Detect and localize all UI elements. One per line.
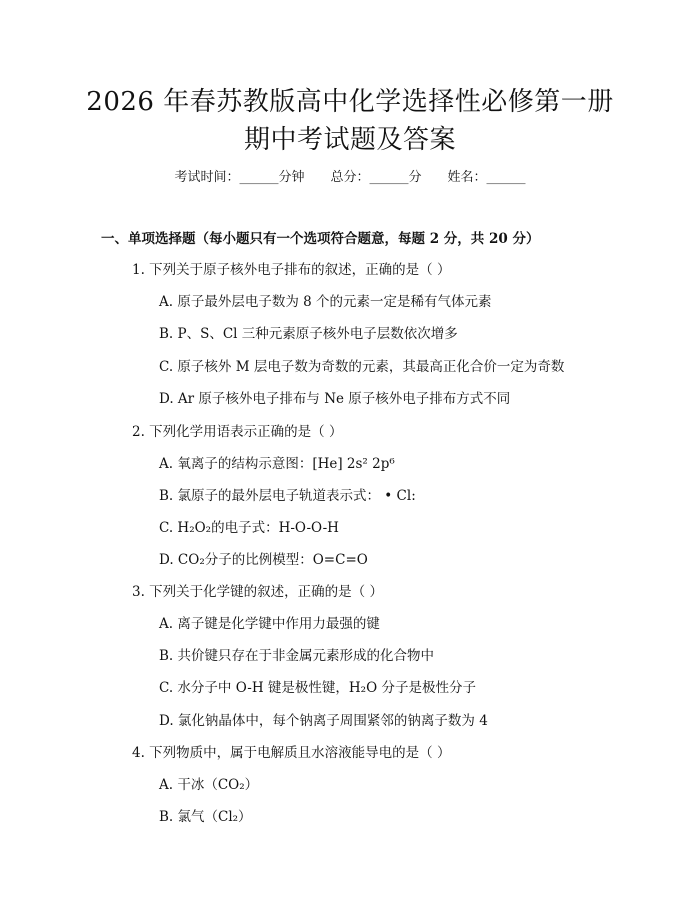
question-3-stem: 3. 下列关于化学键的叙述，正确的是（ ）: [132, 584, 383, 600]
exam-meta-line: [0, 168, 700, 188]
question-1-option-c: C. 原子核外 M 层电子数为奇数的元素，其最高正化合价一定为奇数: [159, 359, 565, 375]
question-2-option-b: B. 氯原子的最外层电子轨道表示式： • Cl:: [159, 488, 416, 504]
question-3-option-c: C. 水分子中 O-H 键是极性键，H₂O 分子是极性分子: [159, 680, 476, 696]
section-heading-single-choice: 一、单项选择题（每小题只有一个选项符合题意，每题 2 分，共 20 分）: [101, 231, 540, 247]
student-name-field: 姓名：______: [447, 170, 526, 185]
question-2-stem: 2. 下列化学用语表示正确的是（ ）: [132, 424, 343, 440]
question-3-option-d: D. 氯化钠晶体中，每个钠离子周围紧邻的钠离子数为 4: [159, 713, 488, 729]
exam-time-field: 考试时间：______分钟: [174, 170, 305, 185]
exam-title-line-2: 期中考试题及答案: [243, 125, 456, 155]
total-score-field: 总分：______分: [330, 170, 422, 185]
question-3-option-b: B. 共价键只存在于非金属元素形成的化合物中: [159, 648, 435, 664]
title-block: [0, 83, 700, 159]
question-2-option-d: D. CO₂分子的比例模型：O=C=O: [159, 552, 368, 568]
question-1-stem: 1. 下列关于原子核外电子排布的叙述，正确的是（ ）: [132, 262, 451, 278]
question-4-stem: 4. 下列物质中，属于电解质且水溶液能导电的是（ ）: [132, 745, 451, 761]
exam-title-line-1: 2026 年春苏教版高中化学选择性必修第一册: [86, 87, 614, 117]
question-2-option-a: A. 氧离子的结构示意图：[He] 2s² 2p⁶: [159, 456, 395, 472]
question-1-option-d: D. Ar 原子核外电子排布与 Ne 原子核外电子排布方式不同: [159, 391, 511, 407]
question-1-option-b: B. P、S、Cl 三种元素原子核外电子层数依次增多: [159, 326, 458, 342]
question-4-option-a: A. 干冰（CO₂）: [159, 777, 259, 793]
question-3-option-a: A. 离子键是化学键中作用力最强的键: [159, 616, 380, 632]
question-2-option-c: C. H₂O₂的电子式：H-O-O-H: [159, 520, 339, 536]
question-4-option-b: B. 氯气（Cl₂）: [159, 809, 252, 825]
question-1-option-a: A. 原子最外层电子数为 8 个的元素一定是稀有气体元素: [159, 294, 492, 310]
